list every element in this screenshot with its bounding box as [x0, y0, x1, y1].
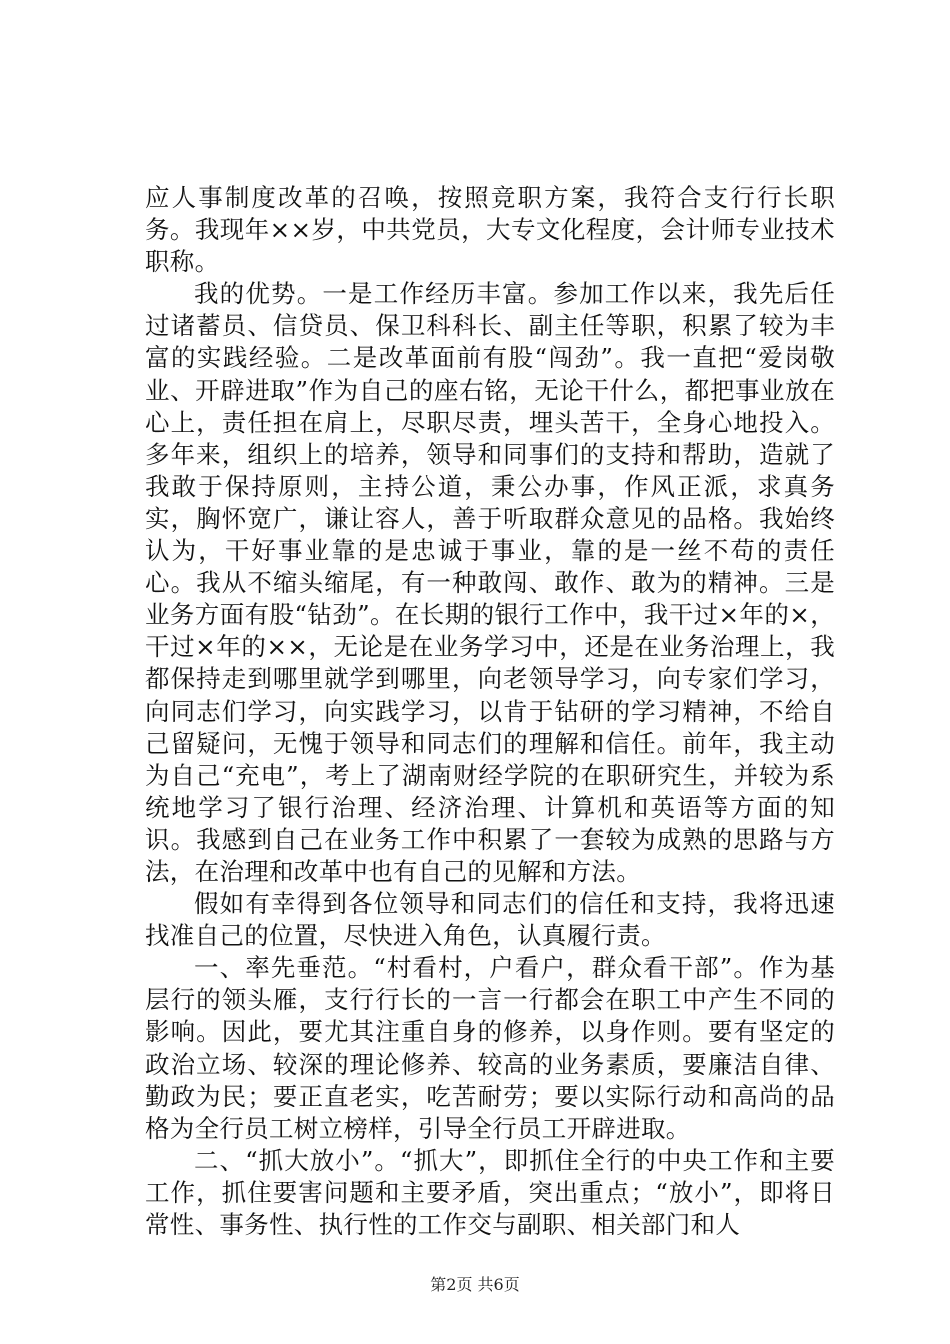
paragraph-2: 我的优势。一是工作经历丰富。参加工作以来，我先后任过诸蓄员、信贷员、保卫科科长、副主任等职，积累了较为丰富的实践经验。二是改革面前有股“闯劲”。我一直把“爱岗敬业、开辟进取”作为自己的座右铭，无论干什么，都把事业放在心上，责任担在肩上，尽职尽责，埋头苦干，全身心地投入。多年来，组织上的培养，领导和同事们的支持和帮助，造就了我敢于保持原则，主持公道，秉公办事，作风正派，求真务实，胸怀宽广，谦让容人，善于听取群众意见的品格。我始终认为，干好事业靠的是忠诚于事业，靠的是一丝不苟的责任心。我从不缩头缩尾，有一种敢闯、敢作、敢为的精神。三是业务方面有股“钻劲”。在长期的银行工作中，我干过×年的×，干过×年的××，无论是在业务学习中，还是在业务治理上，我都保持走到哪里就学到哪里，向老领导学习，向专家们学习，向同志们学习，向实践学习，以肯于钻研的学习精神，不给自己留疑问，无愧于领导和同志们的理解和信任。前年，我主动为自己“充电”，考上了湖南财经学院的在职研究生，并较为系统地学习了银行治理、经济治理、计算机和英语等方面的知识。我感到自己在业务工作中积累了一套较为成熟的思路与方法，在治理和改革中也有自己的见解和方法。: [145, 279, 835, 886]
paragraph-1: 应人事制度改革的召唤，按照竞职方案，我符合支行行长职务。我现年××岁，中共党员，大专文化程度，会计师专业技术职称。: [145, 183, 835, 277]
paragraph-3: 假如有幸得到各位领导和同志们的信任和支持，我将迅速找准自己的位置，尽快进入角色，认真履行责。: [145, 889, 835, 951]
paragraph-4: 一、率先垂范。“村看村，户看户，群众看干部”。作为基层行的领头雁，支行行长的一言一行都会在职工中产生不同的影响。因此，要尤其注重自身的修养，以身作则。要有坚定的政治立场、较深的理论修养、较高的业务素质，要廉洁自律、勤政为民；要正直老实，吃苦耐劳；要以实际行动和高尚的品格为全行员工树立榜样，引导全行员工开辟进取。: [145, 953, 835, 1143]
document-body: [145, 182, 835, 1241]
page-number: 第2页 共6页: [430, 1275, 520, 1294]
paragraph-5: 二、“抓大放小”。“抓大”，即抓住全行的中央工作和主要工作，抓住要害问题和主要矛盾，突出重点；“放小”，即将日常性、事务性、执行性的工作交与副职、相关部门和人: [145, 1145, 835, 1239]
page-footer: [0, 1274, 950, 1296]
